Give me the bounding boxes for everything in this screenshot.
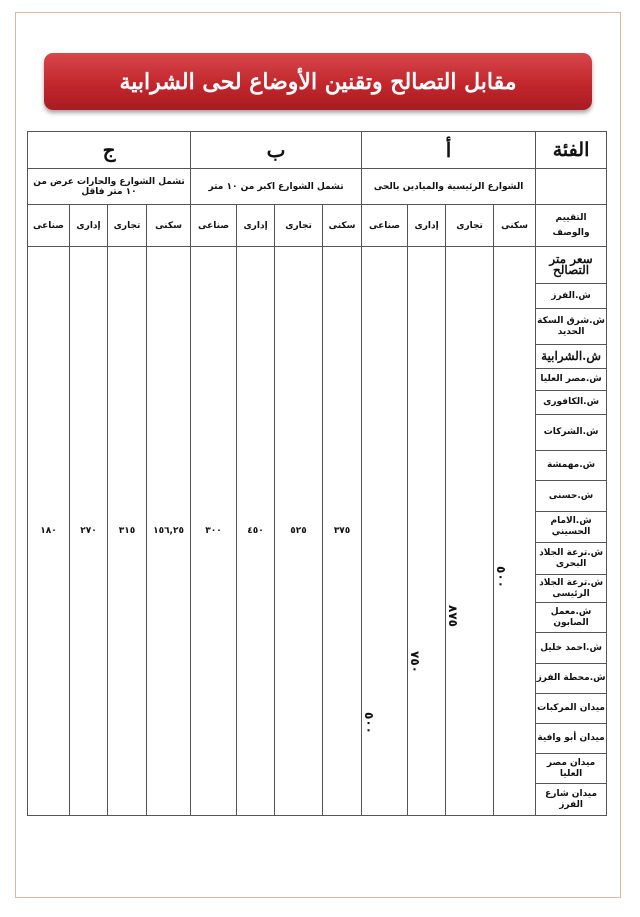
evaluation-label: التقييم والوصف <box>536 205 607 247</box>
c-administrative-header: إدارى <box>70 205 108 247</box>
category-blank <box>536 169 607 205</box>
street-row: ش.الشركات <box>536 415 607 451</box>
a-commercial-price: ٨٧٥ <box>446 605 461 627</box>
a-administrative-price: ٧٥٠ <box>408 651 423 673</box>
group-b-letter: ب <box>266 138 286 162</box>
c-administrative-price: ٢٧٠ <box>70 247 108 816</box>
street-row: ش.مصر العليا <box>536 369 607 391</box>
group-b-description: تشمل الشوارع اكبر من ١٠ متر <box>191 169 362 205</box>
street-row: ش.احمد خليل <box>536 633 607 664</box>
street-row: ش.محطة الفرز <box>536 664 607 694</box>
street-row: ش.ترعة الجلاد الرئيسى <box>536 575 607 603</box>
street-row: ش.الفرز <box>536 284 607 309</box>
b-residential-header: سكنى <box>323 205 362 247</box>
c-industrial-header: صناعى <box>28 205 70 247</box>
a-residential-header: سكنى <box>494 205 536 247</box>
c-industrial-price: ١٨٠ <box>28 247 70 816</box>
b-industrial-header: صناعى <box>191 205 237 247</box>
a-industrial-price: ٥٠٠ <box>362 712 377 734</box>
c-commercial-header: تجارى <box>108 205 147 247</box>
group-c-header <box>28 132 191 169</box>
title-banner <box>44 53 592 110</box>
group-c-description: تشمل الشوارع والحارات عرض من ١٠ متر فاقل <box>28 169 191 205</box>
b-residential-price: ٣٧٥ <box>323 247 362 816</box>
b-commercial-header: تجارى <box>275 205 323 247</box>
a-administrative-header: إدارى <box>408 205 446 247</box>
c-residential-header: سكنى <box>147 205 191 247</box>
a-residential-price: ٥٠٠ <box>494 565 509 588</box>
page-title: مقابل التصالح وتقنين الأوضاع لحى الشرابية <box>119 68 517 95</box>
group-a-description: الشوارع الرئيسية والميادين بالحى <box>362 169 536 205</box>
street-row: ش.الشرابية <box>536 345 607 369</box>
a-administrative-cell <box>408 247 446 816</box>
street-row: ميدان مصر العليا <box>536 754 607 784</box>
street-row: ميدان أبو وافية <box>536 724 607 754</box>
category-label: الفئة <box>552 139 590 161</box>
group-b-header <box>191 132 362 169</box>
street-row: ميدان المركبات <box>536 694 607 724</box>
pricing-table <box>27 131 607 816</box>
street-row: ش.الامام الحسيني <box>536 512 607 543</box>
street-row: ش.معمل الصابون <box>536 603 607 633</box>
street-row: ش.حسنى <box>536 481 607 512</box>
street-row: ش.ترعة الجلاد البحرى <box>536 543 607 575</box>
price-label: سعر متر التصالح <box>536 247 607 284</box>
c-residential-price: ١٥٦,٢٥ <box>147 247 191 816</box>
street-row: ش.الكافورى <box>536 391 607 415</box>
group-c-letter: ج <box>102 138 116 162</box>
group-a-letter: أ <box>445 138 452 162</box>
street-row: ميدان شارع الفرز <box>536 784 607 816</box>
b-administrative-price: ٤٥٠ <box>237 247 275 816</box>
group-a-header <box>362 132 536 169</box>
category-header <box>536 132 607 169</box>
b-administrative-header: إدارى <box>237 205 275 247</box>
a-industrial-cell <box>362 247 408 816</box>
c-commercial-price: ٣١٥ <box>108 247 147 816</box>
street-row: ش.شرق السكة الحديد <box>536 309 607 345</box>
b-industrial-price: ٣٠٠ <box>191 247 237 816</box>
a-industrial-header: صناعى <box>362 205 408 247</box>
a-commercial-cell <box>446 247 494 816</box>
b-commercial-price: ٥٢٥ <box>275 247 323 816</box>
a-residential-cell <box>494 247 536 816</box>
a-commercial-header: تجارى <box>446 205 494 247</box>
street-row: ش.مهمشة <box>536 451 607 481</box>
